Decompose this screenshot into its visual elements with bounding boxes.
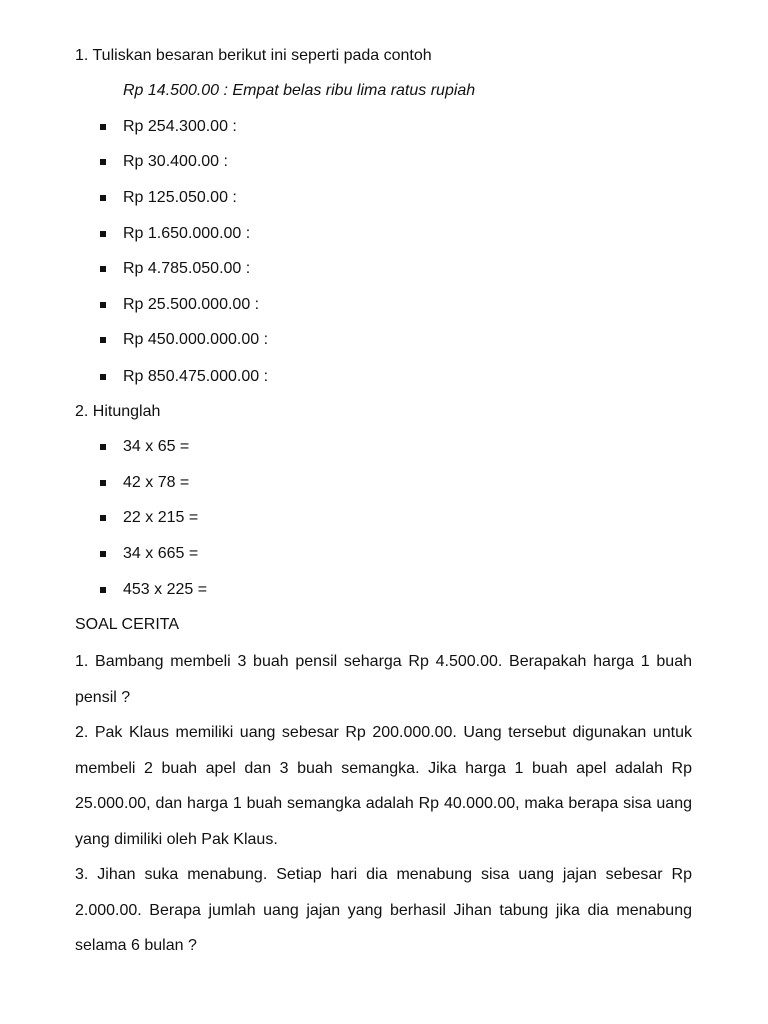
bullet-icon xyxy=(100,159,106,165)
math-item: 34 x 665 = xyxy=(123,545,199,562)
bullet-icon xyxy=(100,515,106,521)
currency-item: Rp 850.475.000.00 : xyxy=(123,368,269,385)
bullet-icon xyxy=(100,302,106,308)
bullet-icon xyxy=(100,195,106,201)
story-heading: SOAL CERITA xyxy=(75,616,180,633)
currency-item: Rp 450.000.000.00 : xyxy=(123,331,269,348)
currency-item: Rp 30.400.00 : xyxy=(123,153,228,170)
currency-item: Rp 254.300.00 : xyxy=(123,118,237,135)
bullet-icon xyxy=(100,480,106,486)
bullet-icon xyxy=(100,266,106,272)
section1-heading: 1. Tuliskan besaran berikut ini seperti pada contoh xyxy=(75,47,432,64)
bullet-icon xyxy=(100,374,106,380)
bullet-icon xyxy=(100,231,106,237)
section1-example: Rp 14.500.00 : Empat belas ribu lima ratus rupiah xyxy=(123,82,476,99)
story-question: 1. Bambang membeli 3 buah pensil seharga Rp 4.500.00. Berapakah harga 1 buah pensil ? xyxy=(75,653,692,706)
math-item: 34 x 65 = xyxy=(123,438,190,455)
math-item: 22 x 215 = xyxy=(123,509,199,526)
bullet-icon xyxy=(100,444,106,450)
bullet-icon xyxy=(100,551,106,557)
currency-item: Rp 25.500.000.00 : xyxy=(123,296,260,313)
bullet-icon xyxy=(100,587,106,593)
bullet-icon xyxy=(100,124,106,130)
math-item: 42 x 78 = xyxy=(123,474,190,491)
math-item: 453 x 225 = xyxy=(123,581,208,598)
bullet-icon xyxy=(100,337,106,343)
story-question: 3. Jihan suka menabung. Setiap hari dia menabung sisa uang jajan sebesar Rp 2.000.00. Berapa jumlah uang jajan yang berhasil Jihan tabung jika dia menabung selama 6 bulan ? xyxy=(75,866,692,954)
story-question: 2. Pak Klaus memiliki uang sebesar Rp 200.000.00. Uang tersebut digunakan untuk membeli 2 buah apel dan 3 buah semangka. Jika harga 1 buah apel adalah Rp 25.000.00, dan harga 1 buah semangka adalah Rp 40.000.00, maka berapa sisa uang yang dimiliki oleh Pak Klaus. xyxy=(75,724,692,848)
section2-heading: 2. Hitunglah xyxy=(75,403,161,420)
currency-item: Rp 4.785.050.00 : xyxy=(123,260,251,277)
currency-item: Rp 1.650.000.00 : xyxy=(123,225,251,242)
currency-item: Rp 125.050.00 : xyxy=(123,189,237,206)
